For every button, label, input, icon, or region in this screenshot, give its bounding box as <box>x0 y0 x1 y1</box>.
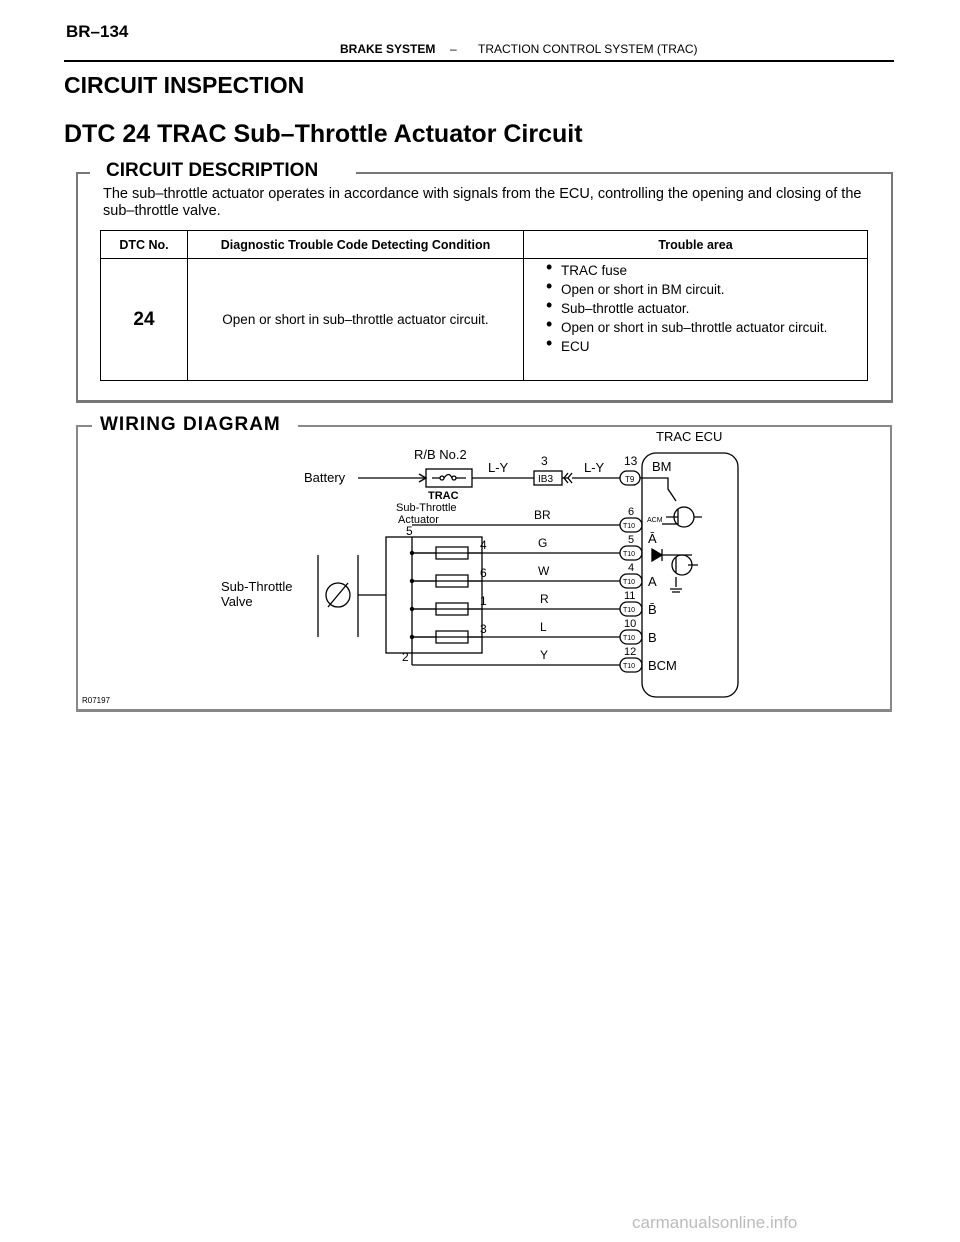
pin-number: 6 <box>480 566 487 580</box>
terminal-label: A <box>648 574 657 589</box>
terminal-label: Ā <box>648 531 657 546</box>
pin-number: 12 <box>624 646 637 658</box>
connector-label: T10 <box>623 523 636 530</box>
terminal-label: BCM <box>648 658 677 673</box>
header-rule <box>64 60 894 62</box>
actuator-label: Actuator <box>398 514 439 526</box>
table-row <box>101 259 868 381</box>
pin-number: 1 <box>480 594 487 608</box>
list-item: • Open or short in sub–throttle actuator circuit. <box>546 320 859 335</box>
wire-color-label: W <box>538 564 550 578</box>
main-heading: CIRCUIT INSPECTION <box>64 72 305 98</box>
wiring-diagram-title: WIRING DIAGRAM <box>97 414 284 436</box>
pin-number: 5 <box>628 534 635 546</box>
dtc-condition: Open or short in sub–throttle actuator circuit. <box>188 259 524 381</box>
battery-label: Battery <box>304 470 346 485</box>
wire-color-label: BR <box>534 508 551 522</box>
circuit-description-text: The sub–throttle actuator operates in accordance with signals from the ECU, controlling the opening and closing of the sub–throttle valve. <box>103 186 862 219</box>
dtc-heading: DTC 24 TRAC Sub–Throttle Actuator Circuit <box>64 120 583 148</box>
pin-number: 13 <box>624 454 638 468</box>
pin-number: 4 <box>628 562 635 574</box>
connector-label: T10 <box>623 607 636 614</box>
wire-color-label: L-Y <box>488 460 509 475</box>
terminal-label: BM <box>652 459 672 474</box>
pin-number: 3 <box>541 454 548 468</box>
page-number: BR–134 <box>66 22 129 41</box>
pin-number: 3 <box>480 622 487 636</box>
watermark: carmanualsonline.info <box>632 1213 798 1232</box>
list-item: • TRAC fuse <box>546 263 859 278</box>
header-trouble-area: Trouble area <box>524 231 868 259</box>
actuator-label: Sub-Throttle <box>396 502 457 514</box>
connector-label: T10 <box>623 635 636 642</box>
valve-label: Sub-Throttle <box>221 579 293 594</box>
trouble-area-list <box>546 263 859 354</box>
terminal-label: B̄ <box>648 602 657 617</box>
pin-number: 5 <box>406 524 413 538</box>
wire-color-label: Y <box>540 648 549 662</box>
header-separator: – <box>450 42 457 56</box>
pin-number: 10 <box>624 618 637 630</box>
fuse-label: TRAC <box>428 490 459 502</box>
terminal-label: ACM <box>647 517 663 524</box>
frame-top-right <box>356 172 891 174</box>
ecu-label: TRAC ECU <box>656 429 723 444</box>
list-item: • Open or short in BM circuit. <box>546 282 859 297</box>
wire-color-label: G <box>538 536 548 550</box>
connector-label: T10 <box>623 579 636 586</box>
connector-label: T10 <box>623 551 636 558</box>
header-dtc-no: DTC No. <box>101 231 188 259</box>
list-item: • Sub–throttle actuator. <box>546 301 859 316</box>
wire-color-label: R <box>540 592 549 606</box>
connector-label: IB3 <box>538 474 554 485</box>
dtc-code: 24 <box>101 259 188 381</box>
terminal-label: B <box>648 630 657 645</box>
frame-top-left <box>76 172 90 174</box>
wire-color-label: L-Y <box>584 460 605 475</box>
connector-label: T9 <box>625 475 635 484</box>
table-header-row <box>101 231 868 259</box>
pin-number: 2 <box>402 650 409 664</box>
valve-label: Valve <box>221 594 253 609</box>
wiring-diagram <box>76 425 888 709</box>
header-subsection: TRACTION CONTROL SYSTEM (TRAC) <box>478 42 698 56</box>
relay-block-label: R/B No.2 <box>414 447 467 462</box>
list-item: • ECU <box>546 339 859 354</box>
circuit-description-title: CIRCUIT DESCRIPTION <box>102 160 322 182</box>
header-section: BRAKE SYSTEM <box>340 42 436 56</box>
trouble-area-cell <box>524 259 868 381</box>
pin-number: 6 <box>628 506 635 518</box>
pin-number: 4 <box>480 538 487 552</box>
header-condition: Diagnostic Trouble Code Detecting Condition <box>188 231 524 259</box>
connector-label: T10 <box>623 663 636 670</box>
wire-color-label: L <box>540 620 547 634</box>
dtc-table <box>100 230 868 381</box>
figure-code: R07197 <box>82 696 111 705</box>
pin-number: 11 <box>624 590 636 602</box>
